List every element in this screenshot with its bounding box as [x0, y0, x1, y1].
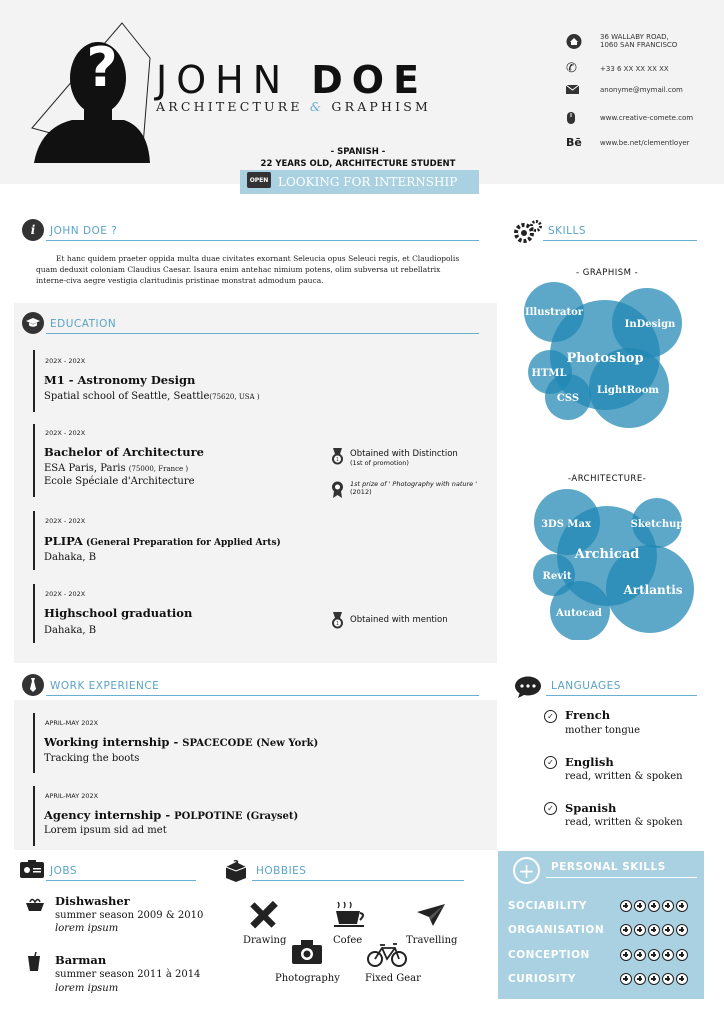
skill-rating-sociability — [620, 900, 688, 912]
personal-skill-label: SOCIABILITY — [508, 900, 587, 912]
rating-plus-icon — [620, 949, 632, 961]
work-date: APRIL-MAY 202X — [45, 719, 99, 727]
skill-rating-curiosity — [620, 973, 688, 985]
hobbies-title: HOBBIES — [256, 865, 307, 877]
personal-skill-label: CONCEPTION — [508, 949, 590, 961]
languages-rule — [546, 695, 697, 696]
id-card-icon — [20, 860, 44, 882]
bicycle-icon — [367, 943, 407, 971]
address-line1: 36 WALLABY ROAD, — [600, 33, 669, 41]
work-role: Agency internship - — [44, 808, 175, 822]
education-title: EDUCATION — [50, 318, 117, 330]
entry-date: 202X - 202X — [45, 517, 86, 525]
skill-rating-organisation — [620, 924, 688, 936]
contact-website[interactable] — [566, 111, 716, 125]
work-title-line — [44, 808, 298, 822]
rating-plus-icon — [634, 900, 646, 912]
intro-text — [240, 146, 476, 170]
rating-plus-icon — [634, 924, 646, 936]
photo-placeholder-mark: ? — [86, 36, 118, 99]
internship-banner: LOOKING FOR INTERNSHIP — [240, 170, 479, 194]
info-icon: i — [22, 219, 44, 241]
medal-icon — [331, 448, 344, 469]
address-line2: 1060 SAN FRANCISCO — [600, 41, 678, 49]
work-title-line — [44, 735, 318, 749]
skill-archicad: Archicad — [574, 547, 640, 562]
entry-school-name: ESA Paris, Paris — [44, 463, 129, 474]
open-sign-icon: OPEN — [247, 172, 271, 188]
subtitle-architecture: ARCHITECTURE — [156, 99, 303, 114]
profession-subtitle — [156, 99, 431, 114]
skill-rating-conception — [620, 949, 688, 961]
entry-school-location: (75000, France ) — [128, 465, 189, 473]
language-level: mother tongue — [565, 725, 641, 736]
skills-rule — [543, 240, 697, 241]
work-rule — [46, 695, 479, 696]
about-title: JOHN DOE ? — [50, 225, 118, 237]
hobby-label: Fixed Gear — [365, 973, 421, 984]
job-note: lorem ipsum — [55, 923, 119, 934]
rating-plus-icon — [662, 973, 674, 985]
rating-plus-icon — [662, 949, 674, 961]
rating-plus-icon — [676, 949, 688, 961]
work-company: SPACECODE (New York) — [182, 738, 319, 749]
check-icon: ✓ — [544, 802, 557, 815]
award-text: 1st prize of ' Photography with nature ' — [350, 480, 478, 488]
rating-plus-icon — [634, 973, 646, 985]
entry-title-main: PLIPA — [44, 534, 83, 548]
rating-plus-icon — [634, 949, 646, 961]
phone-text: +33 6 XX XX XX XX — [600, 64, 669, 73]
job-title: Barman — [55, 953, 107, 967]
skill-html: HTML — [531, 368, 567, 379]
personal-skill-label: CURIOSITY — [508, 973, 576, 985]
graphism-label: - GRAPHISM - — [576, 268, 639, 278]
rating-plus-icon — [620, 900, 632, 912]
about-rule — [46, 240, 479, 241]
hobby-label: Drawing — [243, 935, 287, 946]
coffee-cup-icon — [334, 900, 368, 932]
nationality: - SPANISH - — [330, 147, 386, 157]
rating-plus-icon — [620, 973, 632, 985]
contact-behance[interactable] — [566, 136, 716, 149]
job-note: lorem ipsum — [55, 983, 119, 994]
jobs-rule — [46, 880, 196, 881]
work-date: APRIL-MAY 202X — [45, 792, 99, 800]
check-icon: ✓ — [544, 756, 557, 769]
hobby-label: Travelling — [406, 935, 458, 946]
work-company: POLPOTINE (Grayset) — [174, 811, 299, 822]
skill-lightroom: LightRoom — [597, 385, 659, 396]
svg-text:?: ? — [233, 859, 239, 870]
skill-autocad: Autocad — [556, 608, 602, 619]
languages-title: LANGUAGES — [551, 680, 621, 692]
rating-plus-icon — [676, 973, 688, 985]
mouse-icon — [566, 111, 600, 125]
entry-school-location: (75620, USA ) — [209, 393, 260, 401]
hobbies-rule — [252, 880, 464, 881]
contact-address — [566, 33, 716, 49]
language-name: French — [565, 708, 611, 722]
skill-artlantis: Artlantis — [623, 583, 683, 597]
subtitle-graphism: GRAPHISM — [331, 99, 432, 114]
website-text[interactable]: www.creative-comete.com — [600, 114, 694, 122]
personal-skills-title: PERSONAL SKILLS — [551, 861, 666, 873]
entry-marker — [33, 584, 35, 643]
medal-icon — [331, 612, 344, 633]
behance-icon: Bē — [566, 136, 582, 149]
rating-plus-icon — [648, 900, 660, 912]
skill-photoshop: Photoshop — [566, 351, 644, 366]
skill-revit: Revit — [542, 571, 572, 582]
rating-plus-icon — [620, 924, 632, 936]
last-name: DOE — [311, 58, 429, 102]
subtitle-ampersand: & — [309, 99, 325, 114]
entry-title-detail: (General Preparation for Applied Arts) — [82, 538, 281, 548]
entry-school-full: Ecole Spéciale d'Architecture — [44, 476, 195, 487]
entry-school — [44, 391, 260, 402]
home-icon — [566, 34, 600, 49]
dish-icon — [24, 895, 46, 917]
svg-text:1: 1 — [335, 621, 340, 627]
skill-css: CSS — [556, 393, 580, 404]
job-period: summer season 2011 à 2014 — [55, 969, 201, 980]
about-paragraph: Et hanc quidem praeter oppida multa duae civitates exornant Seleucia opus Seleuci regis, et Claudiopolis quam deduxit coloniam Claudius Caesar. Isaura enim antehac nimium potens, olim subversa ut rebellatrix interne-civa aegre vestigia claritudinis pristinae monstrat admodum pauca. — [36, 254, 460, 285]
phone-icon: ✆ — [566, 61, 577, 76]
skill-3dsmax: 3DS Max — [541, 519, 591, 530]
plus-circle-icon: + — [513, 857, 540, 884]
skills-title: SKILLS — [548, 225, 587, 237]
work-desc: Tracking the boots — [44, 753, 140, 764]
name-heading — [156, 58, 428, 102]
speech-bubble-icon — [514, 676, 542, 702]
entry-location: Dahaka, B — [44, 625, 97, 636]
personal-skills-rule — [546, 877, 697, 878]
work-title: WORK EXPERIENCE — [50, 680, 160, 692]
entry-title: Highschool graduation — [44, 606, 193, 620]
entry-marker — [33, 511, 35, 570]
language-name: Spanish — [565, 801, 617, 815]
pencil-ruler-icon — [248, 900, 278, 934]
entry-title: M1 - Astronomy Design — [44, 373, 196, 387]
award-text: Obtained with Distinction — [350, 449, 458, 459]
education-rule — [46, 333, 479, 334]
work-desc: Lorem ipsum sid ad met — [44, 825, 167, 836]
email-text[interactable]: anonyme@mymail.com — [600, 85, 683, 94]
paper-plane-icon — [417, 904, 445, 930]
job-period: summer season 2009 & 2010 — [55, 910, 204, 921]
rating-plus-icon — [662, 900, 674, 912]
entry-marker — [33, 786, 35, 846]
personal-skill-label: ORGANISATION — [508, 924, 605, 936]
first-name: JOHN — [156, 58, 291, 102]
entry-date: 202X - 202X — [45, 357, 86, 365]
graduation-cap-icon — [22, 312, 44, 334]
skill-illustrator: Illustrator — [524, 307, 584, 318]
architecture-label: -ARCHITECTURE- — [568, 474, 647, 484]
drink-glass-icon — [27, 952, 41, 976]
gears-icon — [514, 219, 542, 249]
box-question-icon — [224, 858, 248, 886]
award-distinction — [350, 449, 458, 467]
skills-bubble-chart — [512, 280, 712, 640]
mail-icon — [566, 85, 600, 94]
hobby-label: Photography — [275, 973, 340, 984]
language-level: read, written & spoken — [565, 817, 683, 828]
skill-sketchup: Sketchup — [630, 519, 684, 530]
entry-date: 202X - 202X — [45, 590, 86, 598]
skill-indesign: InDesign — [624, 319, 676, 330]
entry-title — [44, 534, 281, 548]
award-note: (1st of promotion) — [350, 459, 409, 467]
entry-date: 202X - 202X — [45, 429, 86, 437]
entry-marker — [33, 713, 35, 773]
hobby-label: Cofee — [333, 935, 363, 946]
entry-school-name: Spatial school of Seattle, Seattle — [44, 391, 210, 402]
rating-plus-icon — [648, 924, 660, 936]
award-note: (2012) — [350, 488, 372, 496]
behance-text[interactable]: www.be.net/clementloyer — [600, 138, 690, 147]
entry-location: Dahaka, B — [44, 552, 97, 563]
age-status: 22 YEARS OLD, ARCHITECTURE STUDENT — [260, 159, 456, 169]
entry-title: Bachelor of Architecture — [44, 445, 204, 459]
language-name: English — [565, 755, 614, 769]
entry-marker — [33, 350, 35, 412]
job-title: Dishwasher — [55, 894, 130, 908]
entry-school — [44, 463, 188, 474]
award-photography — [350, 480, 477, 496]
rating-plus-icon — [676, 900, 688, 912]
contact-email[interactable] — [566, 85, 716, 94]
jobs-title: JOBS — [50, 865, 78, 877]
camera-icon — [292, 940, 322, 968]
work-role: Working internship - — [44, 735, 183, 749]
tie-icon — [22, 674, 44, 696]
contact-phone — [566, 61, 716, 76]
language-level: read, written & spoken — [565, 771, 683, 782]
rating-plus-icon — [676, 924, 688, 936]
svg-text:1: 1 — [335, 457, 340, 463]
rosette-icon — [331, 481, 344, 502]
entry-marker — [33, 424, 35, 497]
rating-plus-icon — [648, 949, 660, 961]
check-icon: ✓ — [544, 710, 557, 723]
rating-plus-icon — [662, 924, 674, 936]
rating-plus-icon — [648, 973, 660, 985]
award-mention: Obtained with mention — [350, 615, 448, 625]
